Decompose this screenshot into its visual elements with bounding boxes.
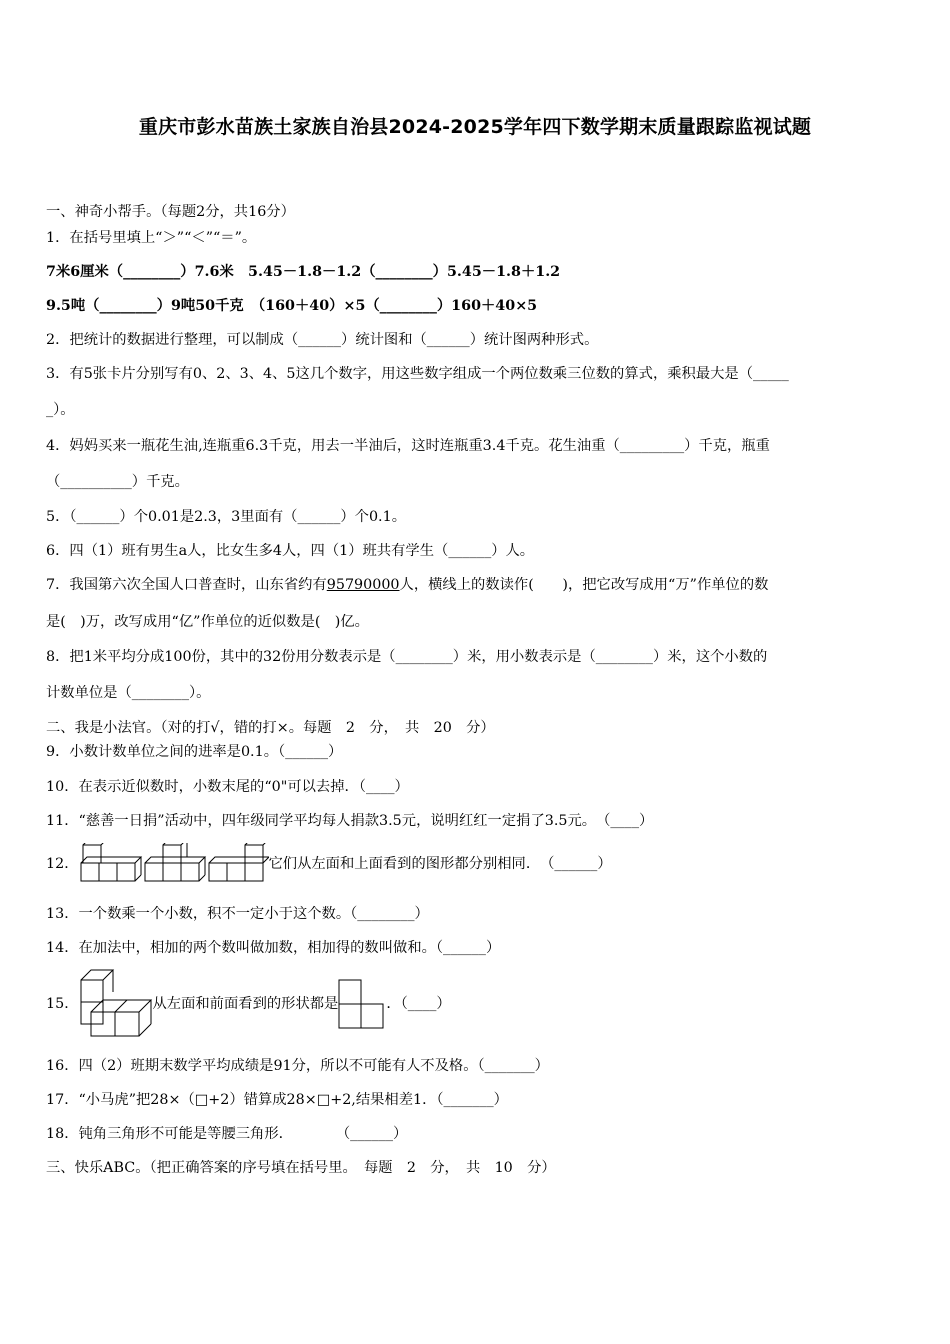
q2: 2．把统计的数据进行整理，可以制成（______）统计图和（______）统计图两种形式。	[46, 332, 599, 348]
q4-line2: （__________）千克。	[46, 474, 189, 490]
q3-line2: _）。	[46, 402, 75, 418]
three-squares-shape	[338, 979, 386, 1029]
q10: 10．在表示近似数时，小数末尾的“0"可以去掉．（____）	[46, 779, 409, 795]
q1-stem: 1．在括号里填上“＞”“＜”“＝”。	[46, 230, 257, 246]
q15-shape-figure	[338, 979, 386, 1029]
page-title: 重庆市彭水苗族土家族自治县2024-2025学年四下数学期末质量跟踪监视试题	[138, 116, 812, 138]
q12-number: 12．	[46, 856, 79, 872]
q16: 16．四（2）班期末数学平均成绩是91分，所以不可能有人不及格。（_______）	[46, 1058, 549, 1074]
q12	[46, 842, 612, 886]
q12-text: 它们从左面和上面看到的图形都分别相同． （______）	[268, 856, 612, 872]
q15-cube-figure	[79, 968, 153, 1040]
q7-line1-post: 人，横线上的数读作( )，把它改写成用“万”作单位的数	[399, 577, 769, 593]
q1-row1: 7米6厘米（________）7.6米 5.45－1.8－1.2（________）5.45－1.8＋1.2	[46, 264, 561, 280]
q7-underlined-number: 95790000	[326, 577, 400, 593]
q11: 11．“慈善一日捐”活动中，四年级同学平均每人捐款3.5元，说明红红一定捐了3.5元。 （____）	[46, 813, 654, 829]
q13: 13．一个数乘一个小数，积不一定小于这个数。（________）	[46, 906, 429, 922]
q8-line2: 计数单位是（________）。	[46, 685, 211, 701]
q9: 9．小数计数单位之间的进率是0.1。（______）	[46, 744, 343, 760]
q14: 14．在加法中，相加的两个数叫做加数，相加得的数叫做和。（______）	[46, 940, 501, 956]
section3-heading: 三、快乐ABC。（把正确答案的序号填在括号里。 每题 2 分， 共 10 分）	[46, 1160, 556, 1176]
section1-heading: 一、神奇小帮手。（每题2分，共16分）	[46, 204, 295, 220]
q15-text: 从左面和前面看到的形状都是	[152, 996, 339, 1012]
section2-heading: 二、我是小法官。（对的打√，错的打×。每题 2 分， 共 20 分）	[46, 720, 495, 736]
q18: 18．钝角三角形不可能是等腰三角形． （______）	[46, 1126, 408, 1142]
q15	[46, 966, 451, 1042]
cube-stack-drawing	[79, 843, 269, 885]
q15-tail: ．（____）	[386, 996, 451, 1012]
q7-line1-pre: 7．我国第六次全国人口普查时，山东省约有	[46, 577, 327, 593]
q3-line1: 3．有5张卡片分别写有0、2、3、4、5这几个数字，用这些数字组成一个两位数乘三位数的算式，乘积最大是（_____	[46, 366, 789, 382]
q15-number: 15．	[46, 996, 79, 1012]
q6: 6．四（1）班有男生a人，比女生多4人，四（1）班共有学生（______）人。	[46, 543, 535, 559]
cube-stack-drawing-2	[79, 968, 153, 1040]
q17: 17．“小马虎”把28×（□+2）错算成28×□+2,结果相差1．（_______）	[46, 1092, 508, 1108]
q4-line1: 4．妈妈买来一瓶花生油,连瓶重6.3千克，用去一半油后，这时连瓶重3.4千克。花生油重（_________）千克，瓶重	[46, 438, 770, 454]
q1-row2: 9.5吨（________）9吨50千克 （160＋40）×5（________）160＋40×5	[46, 298, 538, 314]
q5: 5．（______）个0.01是2.3，3里面有（______）个0.1。	[46, 509, 406, 525]
q8-line1: 8．把1米平均分成100份，其中的32份用分数表示是（________）米，用小数表示是（________）米，这个小数的	[46, 649, 768, 665]
q7-line2: 是( )万，改写成用“亿”作单位的近似数是( )亿。	[46, 614, 369, 630]
q7-line1	[46, 575, 768, 595]
q12-cube-figures	[79, 843, 269, 885]
